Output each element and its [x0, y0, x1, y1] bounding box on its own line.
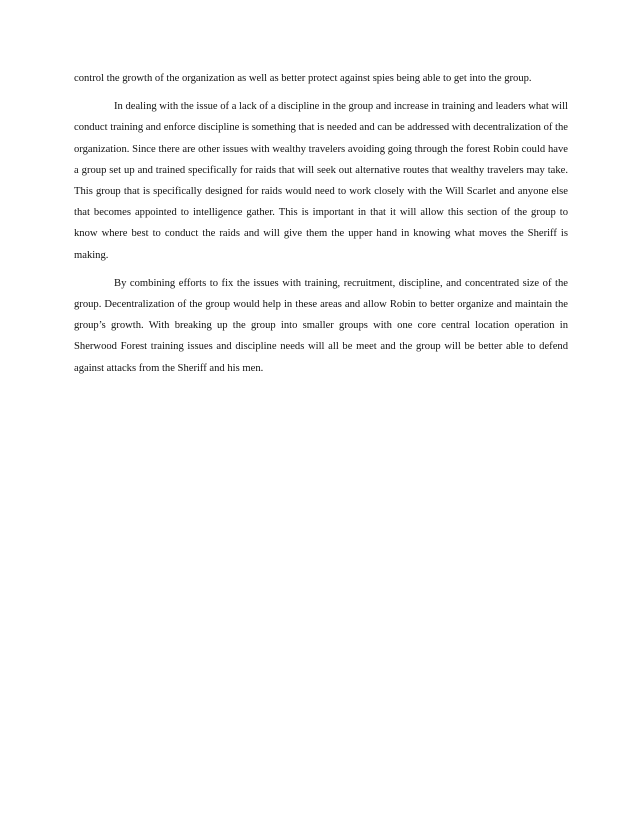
paragraph-discipline: In dealing with the issue of a lack of a discipline in the group and increase in training and leaders what will conduct training and enforce discipline is something that is needed and can be addressed with decentralization of the organization. Since there are other issues with wealthy travelers avoiding going through the forest Robin could have a group set up and trained specifically for raids that will seek out alternative routes that wealthy travelers may take. This group that is specifically designed for raids would need to work closely with the Will Scarlet and anyone else that becomes appointed to intelligence gather. This is important in that it will allow this section of the group to know where best to conduct the raids and will give them the upper hand in knowing what moves the Sheriff is making.	[74, 101, 568, 261]
paragraph-continuation: control the growth of the organization as well as better protect against spies being able to get into the group.	[74, 73, 532, 84]
paragraph-conclusion: By combining efforts to fix the issues with training, recruitment, discipline, and concentrated size of the group. Decentralization of the group would help in these areas and allow Robin to better organize and maintain the group’s growth. With breaking up the group into smaller groups with one core central location operation in Sherwood Forest training issues and discipline needs will all be meet and the group will be better able to defend against attacks from the Sheriff and his men.	[74, 277, 568, 374]
document-body	[74, 68, 568, 386]
